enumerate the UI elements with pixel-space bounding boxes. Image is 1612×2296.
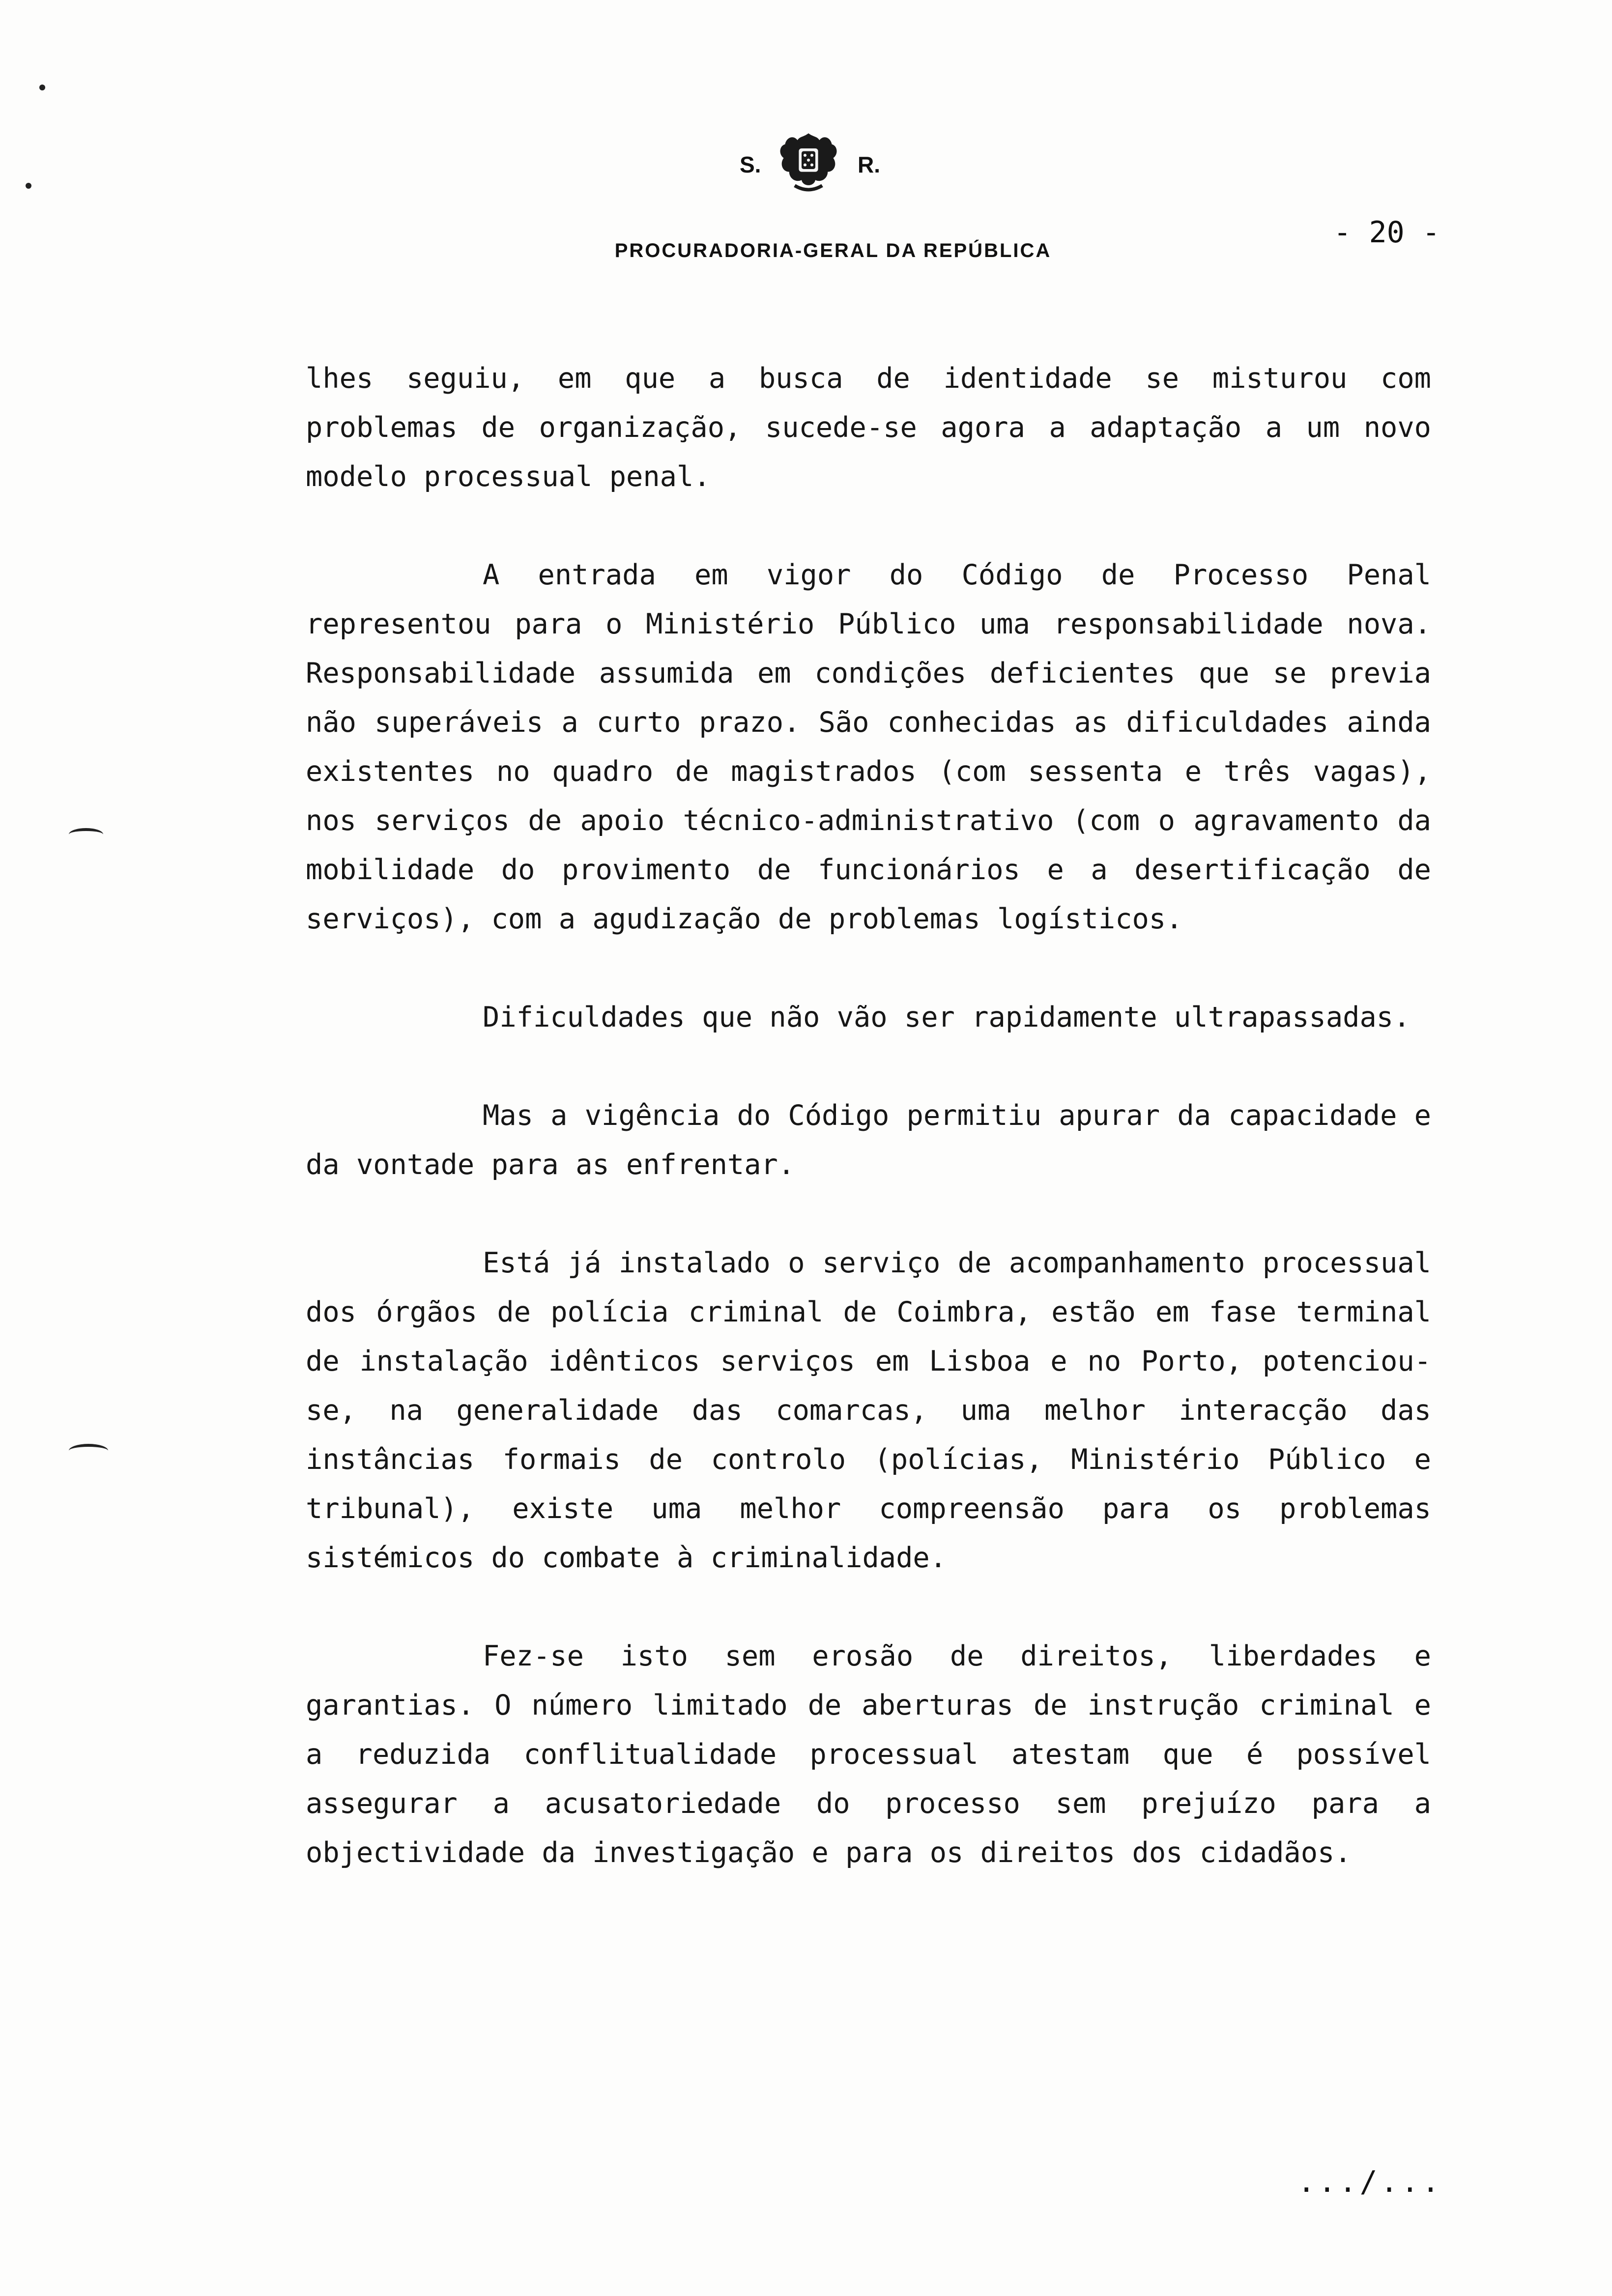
crest-letter-left: S. bbox=[740, 152, 761, 177]
coat-of-arms-icon bbox=[774, 128, 843, 197]
office-title: PROCURADORIA-GERAL DA REPÚBLICA bbox=[614, 240, 1052, 261]
paragraph: A entrada em vigor do Código de Processo Penal representou para o Ministério Público uma responsabilidade nova. Responsabilidade assumida em condições deficientes que se previa não superáveis a curto prazo. São conhecidas as dificuldades ainda existentes no quadro de magistrados (com sessenta e três vagas), nos serviços de apoio técnico-administrativo (com o agravamento da mobilidade do provimento de funcionários e a desertificação de serviços), com a agudização de problemas logísticos. bbox=[306, 559, 1431, 935]
page-number: - 20 - bbox=[1333, 215, 1440, 250]
paragraph: Dificuldades que não vão ser rapidamente ultrapassadas. bbox=[483, 1001, 1410, 1033]
body-text bbox=[306, 354, 1431, 1926]
margin-mark bbox=[69, 1444, 108, 1458]
header-crest bbox=[715, 128, 892, 201]
margin-dot bbox=[26, 183, 31, 189]
crest-letter-right: R. bbox=[858, 152, 880, 177]
paragraph: Mas a vigência do Código permitiu apurar da capacidade e da vontade para as enfrentar. bbox=[306, 1099, 1431, 1181]
margin-dot bbox=[39, 85, 45, 90]
paragraph: Fez-se isto sem erosão de direitos, liberdades e garantias. O número limitado de aberturas de instrução criminal e a reduzida conflitualidade processual atestam que é possível assegurar a acusatoriedade do processo sem prejuízo para a objectividade da investigação e para os direitos dos cidadãos. bbox=[306, 1640, 1431, 1869]
margin-mark bbox=[69, 828, 103, 841]
paragraph: lhes seguiu, em que a busca de identidade se misturou com problemas de organização, sucede-se agora a adaptação a um novo modelo processual penal. bbox=[306, 362, 1431, 493]
paragraph: Está já instalado o serviço de acompanhamento processual dos órgãos de polícia criminal de Coimbra, estão em fase terminal de instalação idênticos serviços em Lisboa e no Porto, potenciou-se, na generalidade das comarcas, uma melhor interacção das instâncias formais de controlo (polícias, Ministério Público e tribunal), existe uma melhor compreensão para os problemas sistémicos do combate à criminalidade. bbox=[306, 1247, 1431, 1574]
continuation-mark: .../... bbox=[1297, 2165, 1442, 2199]
